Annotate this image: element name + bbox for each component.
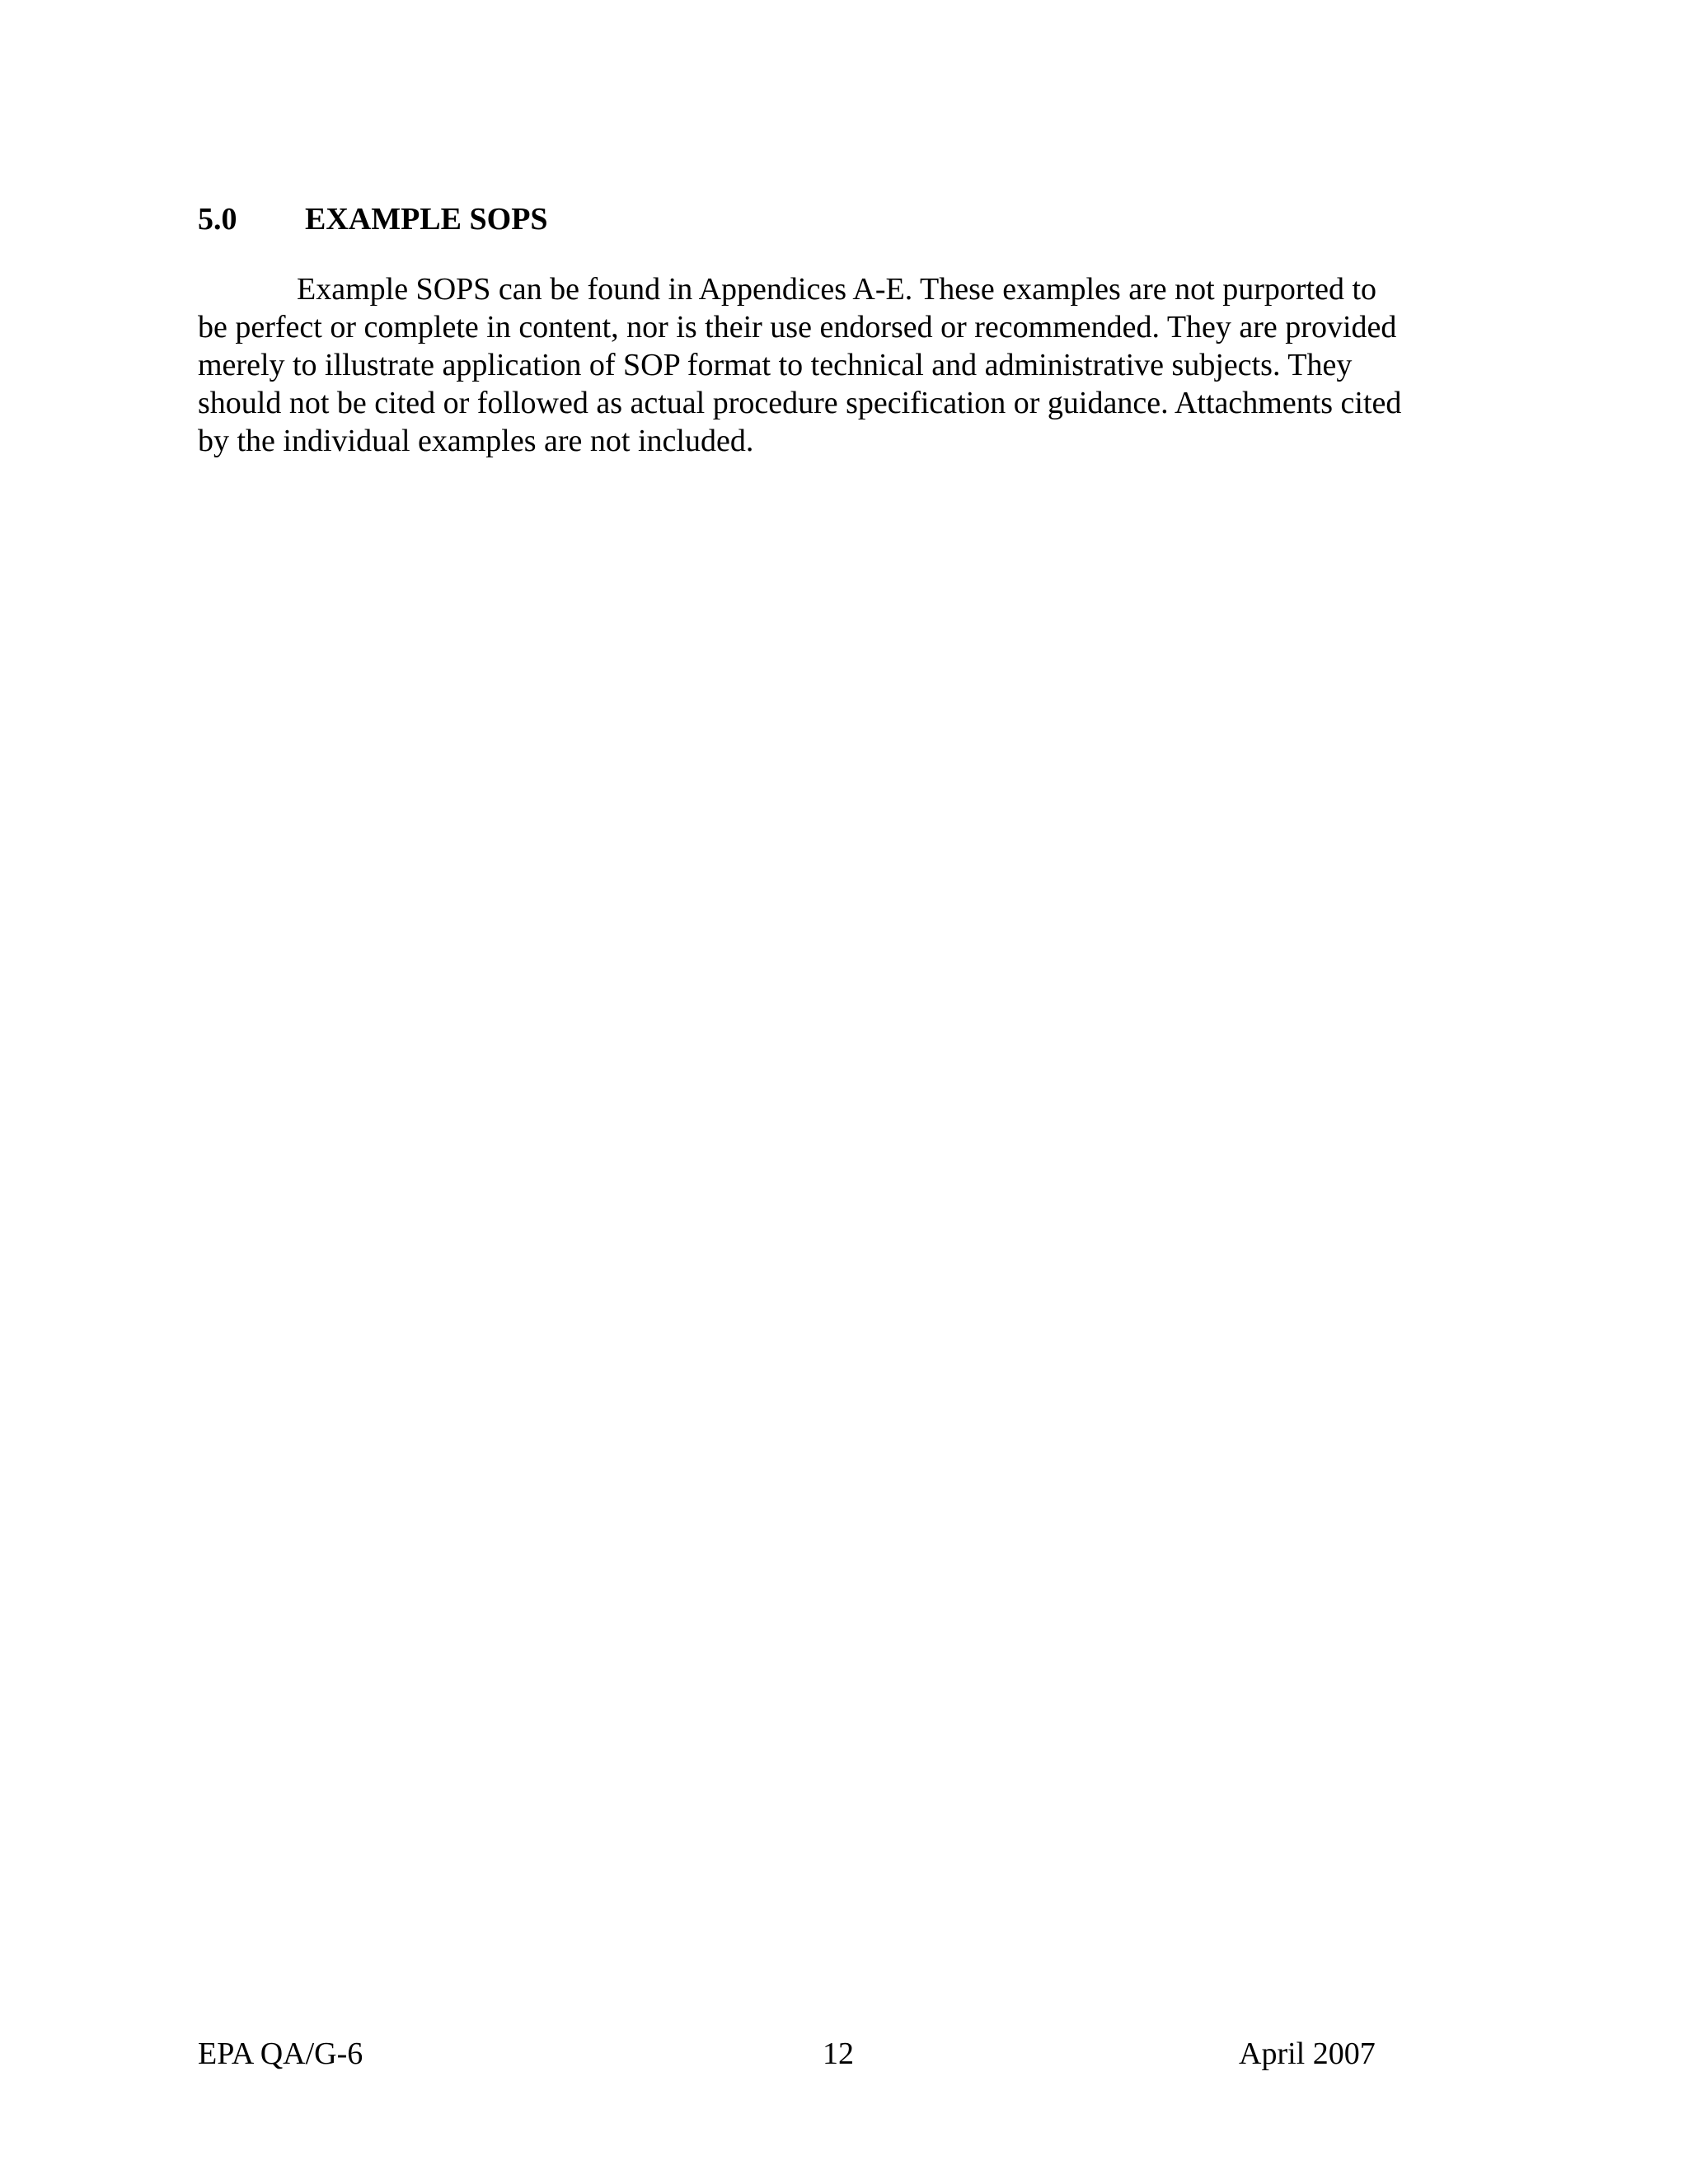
body-line: should not be cited or followed as actual procedure specification or guidance. Attachments cited <box>198 386 1402 420</box>
body-line: be perfect or complete in content, nor is their use endorsed or recommended. They are provided <box>198 310 1397 344</box>
body-line: by the individual examples are not included. <box>198 424 754 458</box>
section-heading <box>198 196 548 242</box>
section-title: EXAMPLE SOPS <box>305 202 548 237</box>
footer-page-number: 12 <box>823 2036 854 2071</box>
body-paragraph <box>198 270 1484 460</box>
section-number: 5.0 <box>198 202 237 237</box>
body-line: Example SOPS can be found in Appendices A-E. These examples are not purported to <box>297 272 1376 307</box>
footer-document-id: EPA QA/G-6 <box>198 2036 363 2071</box>
footer-date: April 2007 <box>1239 2036 1376 2071</box>
body-line: merely to illustrate application of SOP format to technical and administrative subjects. They <box>198 348 1353 382</box>
